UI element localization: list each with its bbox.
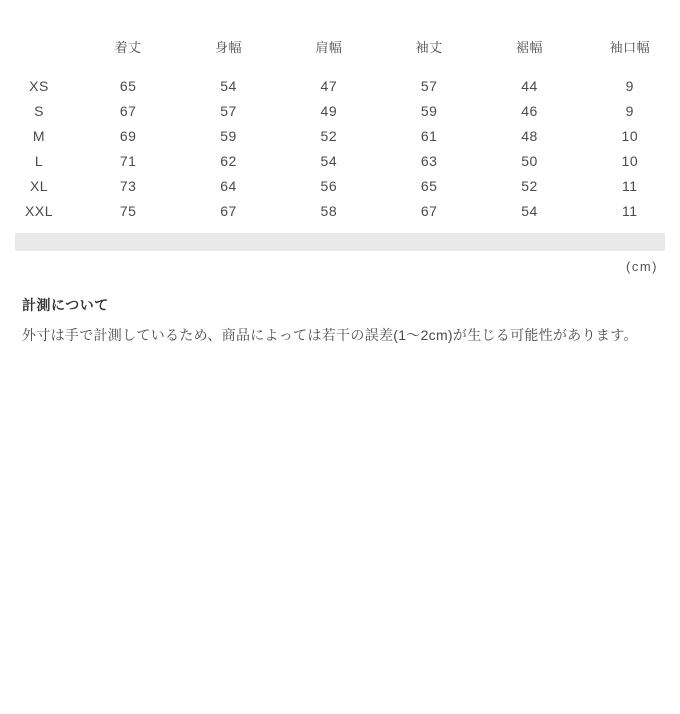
measurement-value: 59	[420, 102, 438, 119]
measurement-value: 65	[420, 177, 438, 194]
measurement-value: 63	[420, 152, 438, 169]
column-header-body-length: 着丈	[114, 40, 142, 55]
size-label: L	[34, 152, 44, 169]
measurement-value: 71	[119, 152, 137, 169]
measurement-value: 61	[420, 127, 438, 144]
measurement-value: 65	[119, 77, 137, 94]
size-label: XL	[29, 177, 49, 194]
measurement-value: 49	[320, 102, 338, 119]
measurement-value: 73	[119, 177, 137, 194]
measurement-value: 46	[521, 102, 538, 119]
size-label: M	[32, 127, 46, 144]
note-heading: 計測について	[22, 297, 109, 313]
measurement-value: 56	[320, 177, 338, 194]
measurement-value: 50	[521, 152, 538, 169]
table-header-row	[0, 34, 680, 73]
measurement-value: 11	[622, 202, 638, 219]
measurement-value: 59	[220, 127, 237, 144]
measurement-value: 10	[621, 152, 639, 169]
table-row-m	[0, 123, 680, 148]
size-label: S	[34, 102, 44, 119]
size-column-header-empty	[0, 34, 78, 73]
measurement-value: 75	[119, 202, 137, 219]
measurement-value: 67	[420, 202, 438, 219]
note-body: 外寸は手で計測しているため、商品によっては若干の誤差(1〜2cm)が生じる可能性があります。	[22, 327, 638, 343]
measurement-value: 57	[220, 102, 237, 119]
column-header-cuff-width: 袖口幅	[609, 40, 651, 55]
column-header-hem-width: 裾幅	[515, 40, 543, 55]
column-header-shoulder-width: 肩幅	[315, 40, 343, 55]
measurement-value: 48	[521, 127, 538, 144]
table-row-xs	[0, 73, 680, 98]
measurement-value: 47	[320, 77, 338, 94]
table-row-s	[0, 98, 680, 123]
measurement-value: 64	[220, 177, 237, 194]
table-row-xl	[0, 173, 680, 198]
unit-label: (cm)	[626, 259, 658, 274]
measurement-note	[22, 295, 662, 345]
measurement-value: 52	[521, 177, 538, 194]
measurement-value: 9	[625, 102, 634, 119]
measurement-value: 57	[420, 77, 438, 94]
column-header-sleeve-length: 袖丈	[415, 40, 443, 55]
horizontal-scrollbar[interactable]	[15, 233, 665, 251]
column-header-body-width: 身幅	[214, 40, 242, 55]
measurement-value: 62	[220, 152, 237, 169]
measurement-value: 10	[621, 127, 639, 144]
table-row-xxl	[0, 198, 680, 223]
measurement-value: 11	[622, 177, 638, 194]
measurement-value: 9	[625, 77, 634, 94]
measurement-value: 52	[320, 127, 338, 144]
size-chart-table	[0, 34, 680, 223]
measurement-value: 54	[320, 152, 338, 169]
measurement-value: 67	[220, 202, 237, 219]
size-label: XS	[29, 77, 49, 94]
measurement-value: 54	[220, 77, 237, 94]
measurement-value: 69	[119, 127, 137, 144]
size-label: XXL	[25, 202, 53, 219]
table-row-l	[0, 148, 680, 173]
measurement-value: 58	[320, 202, 338, 219]
measurement-value: 67	[119, 102, 137, 119]
measurement-value: 54	[521, 202, 538, 219]
measurement-value: 44	[521, 77, 538, 94]
